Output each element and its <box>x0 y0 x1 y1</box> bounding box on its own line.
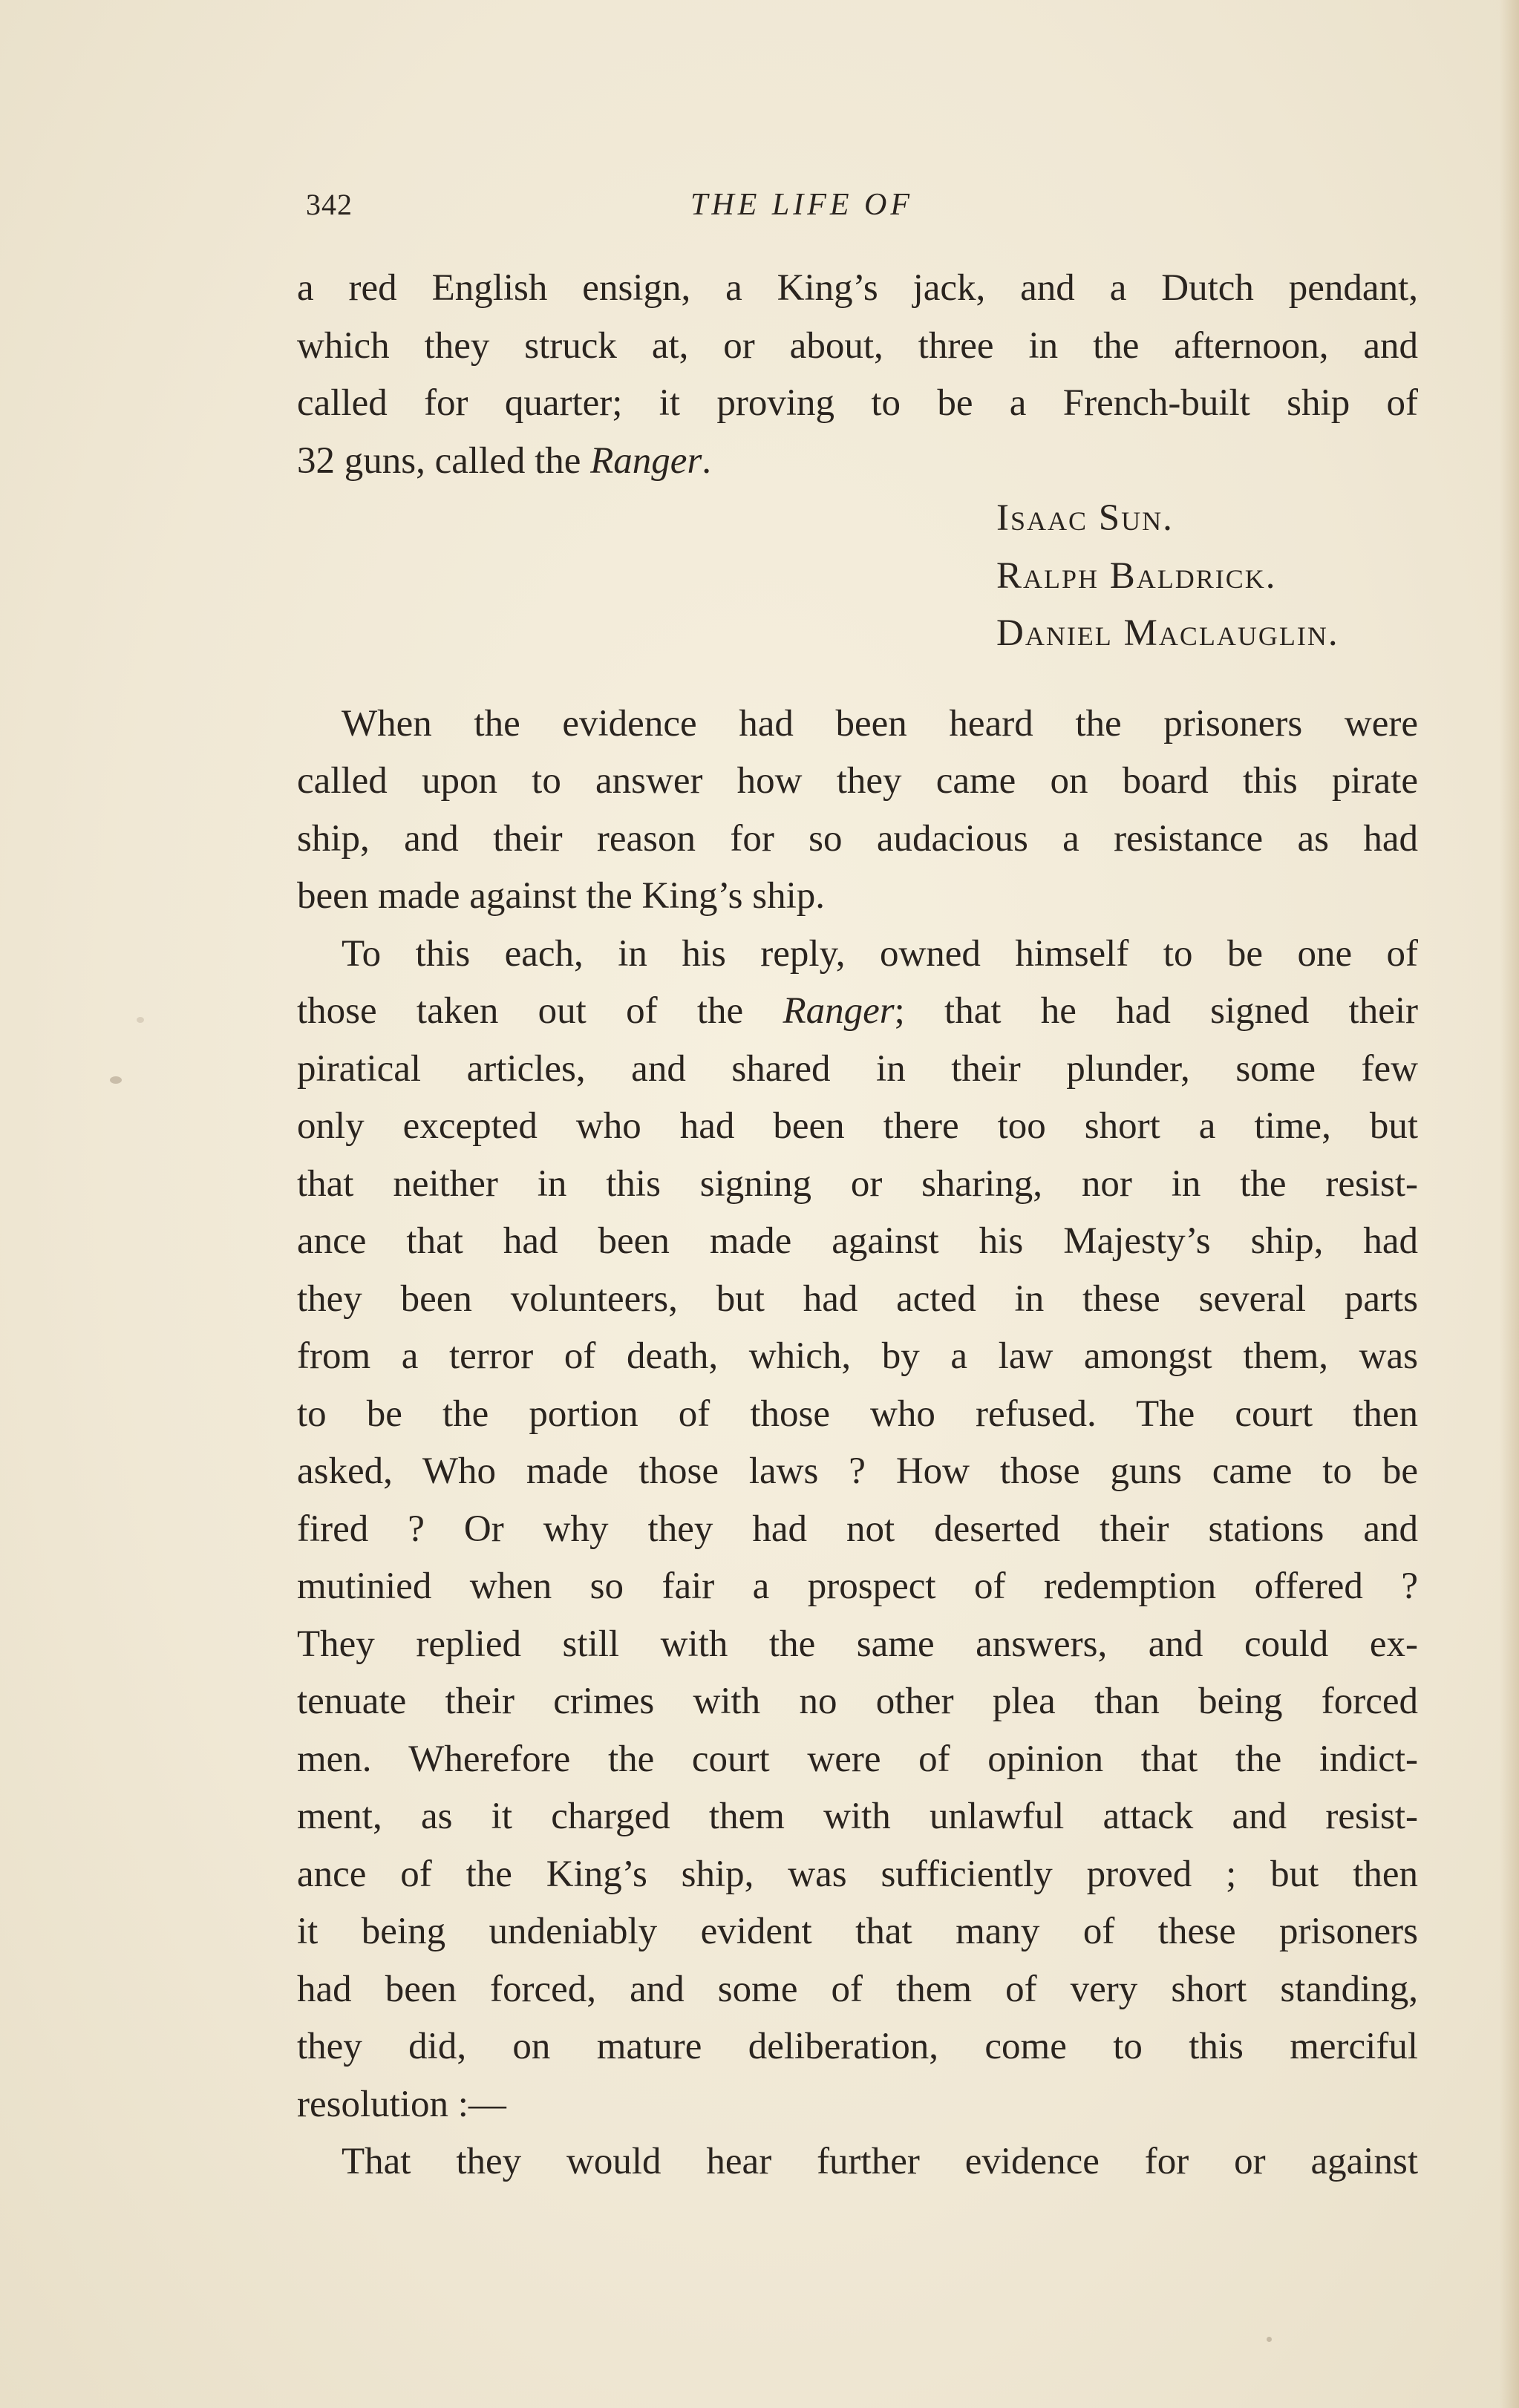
ink-spot <box>110 1076 122 1084</box>
text-line: They replied still with the same answers, and could ex- <box>297 1623 1418 1665</box>
text-line: resolution :— <box>297 2083 506 2125</box>
running-head: THE LIFE OF <box>690 188 913 222</box>
text-line: men. Wherefore the court were of opinion that the indict- <box>297 1738 1418 1780</box>
text-line: ance that had been made against his Majesty’s ship, had <box>297 1220 1418 1262</box>
text-line: ance of the King’s ship, was sufficiently proved ; but then <box>297 1853 1418 1895</box>
text-line: from a terror of death, which, by a law amongst them, was <box>297 1335 1418 1377</box>
text-segment: 32 guns, called the <box>297 439 591 482</box>
signature-name: Ralph Baldrick. <box>996 554 1277 597</box>
text-segment: those taken out of the <box>297 990 783 1032</box>
ship-name: Ranger <box>783 990 895 1032</box>
page-body <box>297 260 1418 2191</box>
text-segment: . <box>702 439 712 482</box>
text-line: ship, and their reason for so audacious a resistance as had <box>297 817 1418 860</box>
text-line: fired ? Or why they had not deserted their stations and <box>297 1508 1418 1550</box>
text-line: to be the portion of those who refused. The court then <box>297 1393 1418 1435</box>
text-line: To this each, in his reply, owned himself to be one of <box>342 932 1418 975</box>
signature-block <box>297 490 1418 663</box>
text-line: asked, Who made those laws ? How those guns came to be <box>297 1450 1418 1492</box>
text-line: called upon to answer how they came on board this pirate <box>297 760 1418 802</box>
text-line: That they would hear further evidence for or against <box>342 2141 1418 2182</box>
ship-name: Ranger <box>590 439 702 482</box>
signature-name: Daniel Maclauglin. <box>996 612 1339 654</box>
signature-name: Isaac Sun. <box>996 497 1174 539</box>
paragraph-gap <box>297 663 1418 696</box>
text-line: called for quarter; it proving to be a French-built ship of <box>297 382 1418 424</box>
text-line: When the evidence had been heard the prisoners were <box>342 702 1418 745</box>
text-line: it being undeniably evident that many of these prisoners <box>297 1911 1418 1952</box>
page-edge-shadow <box>1500 0 1519 2408</box>
text-line: ment, as it charged them with unlawful attack and resist- <box>297 1796 1418 1837</box>
ink-spot <box>137 1017 144 1023</box>
text-line: piratical articles, and shared in their plunder, some few <box>297 1047 1418 1090</box>
text-line <box>297 983 1418 1041</box>
text-segment: ; that he had signed their <box>894 990 1418 1032</box>
text-line: they been volunteers, but had acted in these several parts <box>297 1277 1418 1320</box>
text-line <box>297 433 1418 491</box>
text-line: tenuate their crimes with no other plea than being forced <box>297 1681 1418 1722</box>
page-number: 342 <box>306 188 353 221</box>
text-line: been made against the King’s ship. <box>297 875 826 917</box>
text-line: which they struck at, or about, three in the afternoon, and <box>297 324 1418 367</box>
text-line: a red English ensign, a King’s jack, and a Dutch pendant, <box>297 267 1418 309</box>
page-header <box>297 187 1418 232</box>
text-line: had been forced, and some of them of very short standing, <box>297 1968 1418 2010</box>
text-line: only excepted who had been there too short a time, but <box>297 1105 1418 1147</box>
ink-spot <box>1267 2337 1272 2342</box>
text-line: they did, on mature deliberation, come to this merciful <box>297 2026 1418 2067</box>
text-line: that neither in this signing or sharing, nor in the resist- <box>297 1162 1418 1205</box>
text-line: mutinied when so fair a prospect of redemption offered ? <box>297 1565 1418 1607</box>
